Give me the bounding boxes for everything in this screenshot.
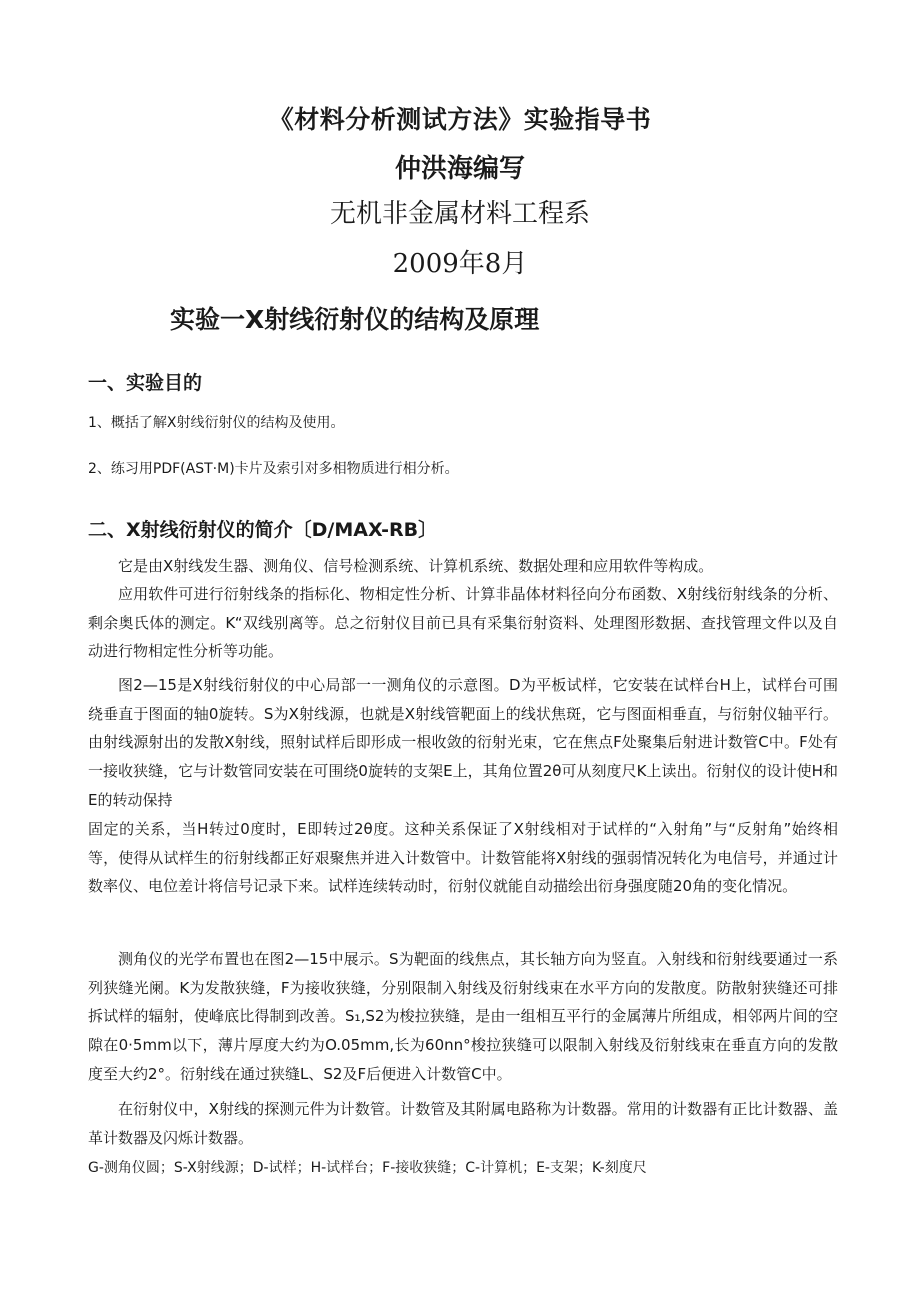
paragraph-text: 固定的关系，当H转过0度时，E即转过2θ度。这种关系保证了X射线相对于试样的“入射角”与“反射角”始终相等，使得从试样生的衍射线都正好艰聚焦并进入计数管中。计数管能将X射线的强弱情况转化为电信号，并通过计数率仪、电位差计将信号记录下来。试样连续转动时，衍射仪就能自动描绘出衍身强度随20角的变化情况。 <box>88 820 838 896</box>
section-heading-introduction: 二、X射线衍射仪的简介〔D/MAX-RB〕 <box>88 519 438 541</box>
experiment-title: 实验一X射线衍射仪的结构及原理 <box>170 305 540 334</box>
paragraph-text: 图2—15是X射线衍射仪的中心局部一一测角仪的示意图。D为平板试样，它安装在试样台H上，试样台可围绕垂直于图面的轴0旋转。S为X射线源，也就是X射线管靶面上的线状焦斑，它与图面相垂直，与衍射仪轴平行。由射线源射出的发散X射线，照射试样后即形成一根收敛的衍射光束，它在焦点F处聚集后射进计数管C中。F处有一接收狭缝，它与计数管同安装在可围绕0旋转的支架E上，其角位置2θ可从刻度尺K上读出。衍射仪的设计使H和E的转动保持 <box>88 676 838 809</box>
paragraph <box>88 552 838 581</box>
paragraph-text: 在衍射仪中，X射线的探测元件为计数管。计数管及其附属电路称为计数器。常用的计数器有正比计数器、盖革计数器及闪烁计数器。 <box>88 1100 838 1147</box>
paragraph <box>88 671 838 815</box>
paragraph <box>88 1095 838 1152</box>
purpose-item: 2、练习用PDF(AST·M)卡片及索引对多相物质进行相分析。 <box>88 461 459 477</box>
paragraph <box>88 580 838 666</box>
department-line: 无机非金属材料工程系 <box>329 199 590 229</box>
section-heading-purpose: 一、实验目的 <box>88 372 203 394</box>
paragraph <box>88 945 838 1089</box>
paragraph-text: 它是由X射线发生器、测角仪、信号检测系统、计算机系统、数据处理和应用软件等构成。 <box>118 557 714 575</box>
paragraph <box>88 815 838 901</box>
book-title: 《材料分析测试方法》实验指导书 <box>268 105 652 134</box>
figure-legend: G-测角仪圆；S-X射线源；D-试样；H-试样台；F-接收狭缝；C-计算机；E-支架；K-刻度尺 <box>88 1160 647 1176</box>
author-line: 仲洪海编写 <box>394 154 525 184</box>
paragraph-text: 测角仪的光学布置也在图2—15中展示。S为靶面的线焦点，其长轴方向为竖直。入射线和衍射线要通过一系列狭缝光阑。K为发散狭缝，F为接收狭缝，分别限制入射线及衍射线束在水平方向的发散度。防散射狭缝还可排拆试样的辐射，使峰底比得制到改善。S₁,S2为梭拉狭缝，是由一组相互平行的金属薄片所组成，相邻两片间的空隙在0·5mm以下，薄片厚度大约为O.05mm,长为60nn°梭拉狭缝可以限制入射线及衍射线束在垂直方向的发散度至大约2°。衍射线在通过狭缝L、S2及F后便进入计数管C中。 <box>88 950 838 1083</box>
paragraph-text: 应用软件可进行衍射线条的指标化、物相定性分析、计算非晶体材料径向分布函数、X射线衍射线条的分析、剩余奥氏体的测定。K“双线别离等。总之衍射仪目前已具有采集衍射资料、处理图形数据、查找管理文件以及自动进行物相定性分析等功能。 <box>88 585 838 661</box>
purpose-item: 1、概括了解X射线衍射仪的结构及使用。 <box>88 415 345 431</box>
date-line: 2009年8月 <box>392 249 528 279</box>
